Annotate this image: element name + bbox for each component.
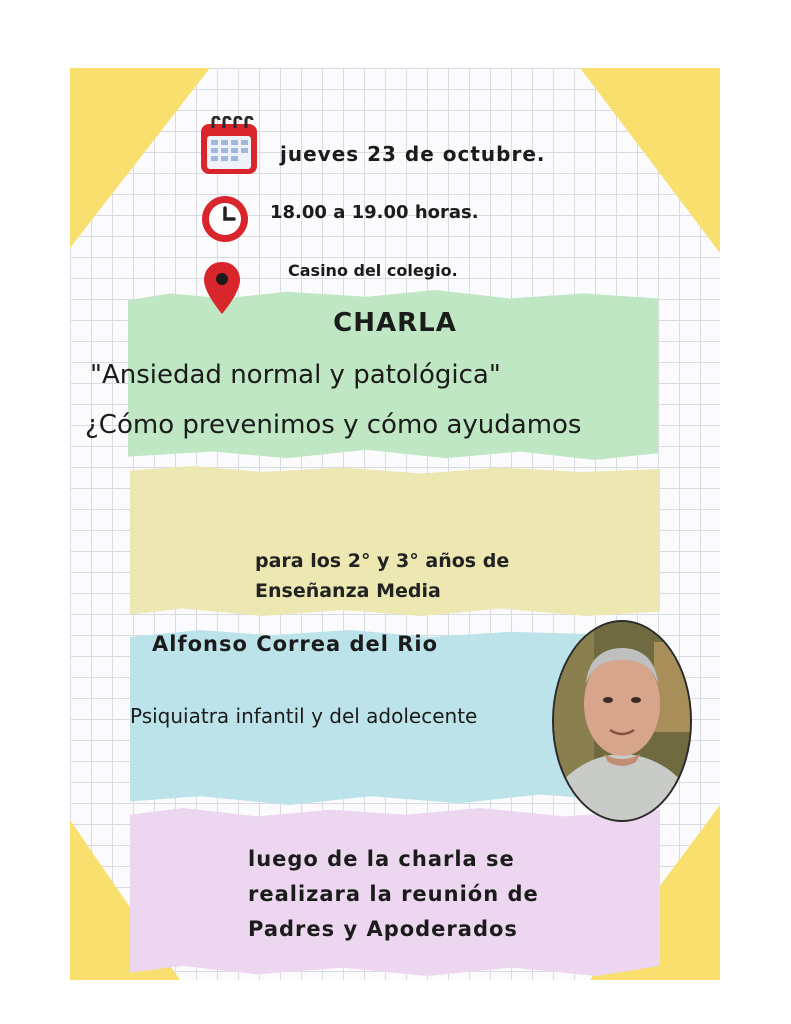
event-date: jueves 23 de octubre. [280,142,546,166]
corner-decoration-top-left [70,68,210,248]
closing-line3: Padres y Apoderados [248,917,518,941]
speaker-role: Psiquiatra infantil y del adolecente [130,704,478,728]
audience-line2: Enseñanza Media [255,580,441,602]
corner-decoration-top-right [580,68,720,253]
closing-text [248,842,539,947]
calendar-icon [198,116,260,176]
event-place: Casino del colegio. [288,261,458,280]
talk-title-line2: ¿Cómo prevenimos y cómo ayudamos [85,410,582,440]
talk-heading: CHARLA [333,308,457,338]
poster [70,68,720,980]
talk-title-line1: "Ansiedad normal y patológica" [90,360,501,390]
clock-icon [200,194,250,244]
speaker-photo [552,620,692,822]
speaker-name: Alfonso Correa del Rio [152,632,439,656]
event-time: 18.00 a 19.00 horas. [270,202,479,223]
closing-line1: luego de la charla se [248,847,515,871]
audience-line1: para los 2° y 3° años de [255,550,510,572]
closing-line2: realizara la reunión de [248,882,539,906]
audience-text [255,546,509,606]
